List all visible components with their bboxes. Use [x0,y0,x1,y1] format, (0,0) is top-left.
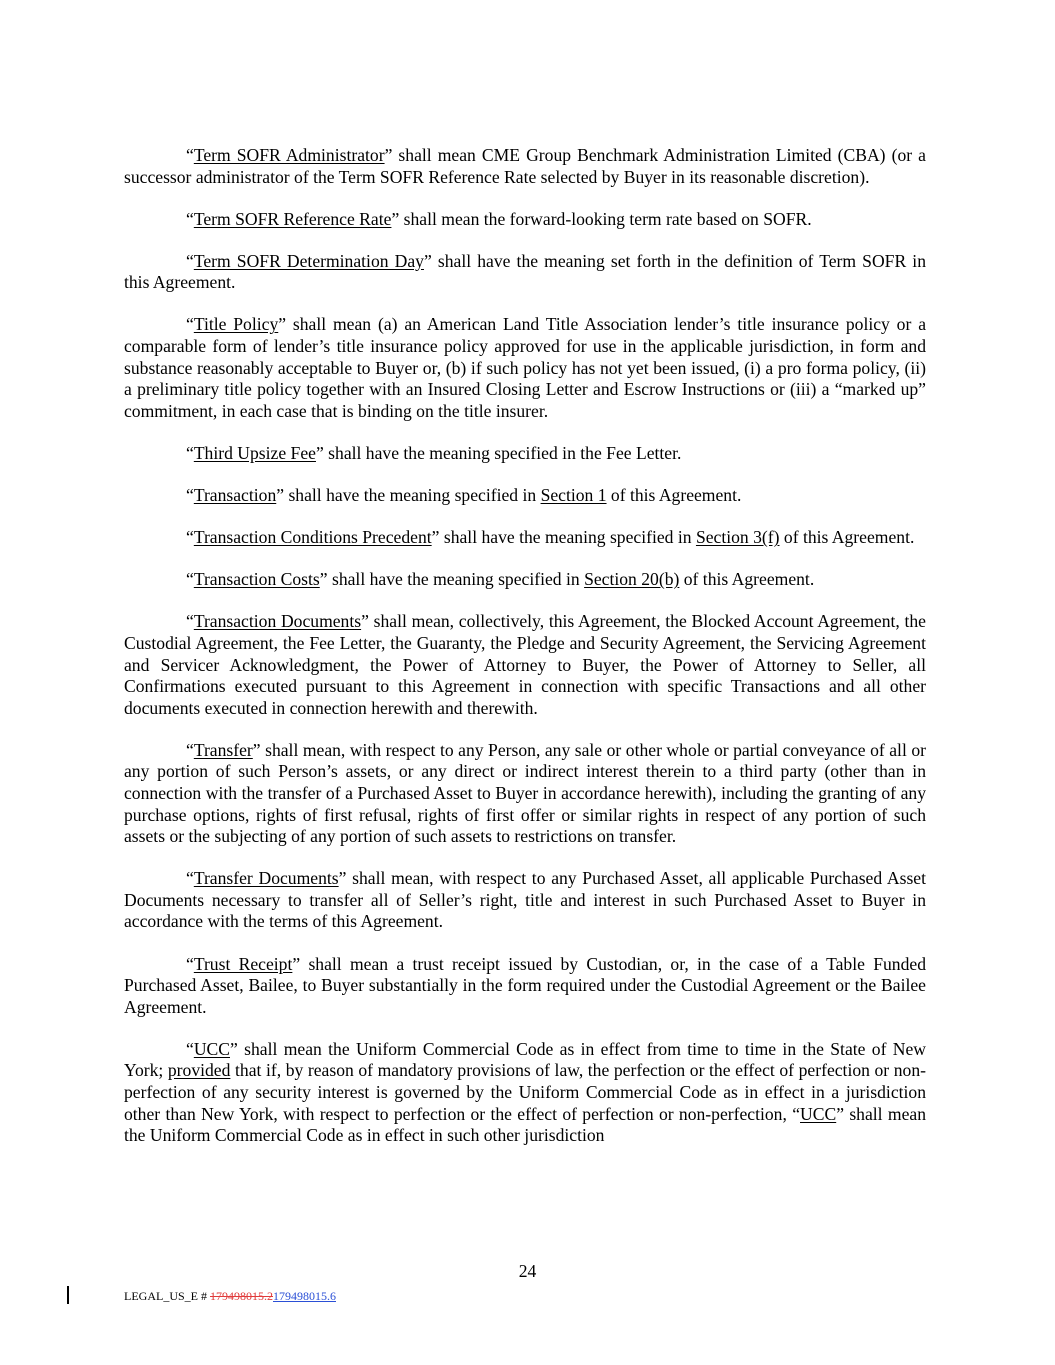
definition-text: ” shall mean the forward-looking term rate based on SOFR. [391,208,812,229]
document-body [124,145,926,1167]
definition-text: ” shall have the meaning specified in [276,485,541,506]
definition-transfer [124,740,926,848]
page-number: 24 [518,1261,537,1281]
definition-text: “ [186,953,194,974]
definition-text: “ [186,1038,194,1059]
definition-term-sofr-administrator [124,145,926,188]
definition-text: ” shall mean, with respect to any Person, any sale or other whole or partial conveyance of all or any portion of such Person’s assets, or any direct or indirect interest therein to a third party (other than in connection with the transfer of a Purchased Asset to Buyer in accordance herewith), including the granting of any purchase options, rights of first refusal, rights of first offer or similar rights in respect of any portion of such assets or the subjecting of any portion of such assets to restrictions on transfer. [124,739,926,847]
definition-transaction [124,485,926,507]
definition-trust-receipt [124,954,926,1019]
definition-text: “ [186,611,194,632]
definition-text: “ [186,314,194,335]
definition-text: of this Agreement. [679,569,815,590]
definition-text: that if, by reason of mandatory provisions of law, the perfection or the effect of perfection or non-perfection of any security interest is governed by the Uniform Commercial Code as in effect in a jurisdiction other than New York, with respect to perfection or the effect of perfection or non-perfection, “ [124,1060,926,1124]
defined-term: UCC [193,1038,230,1059]
defined-term: Title Policy [193,314,279,335]
definition-text: “ [186,569,194,590]
definition-text: “ [186,145,194,165]
defined-term: Term SOFR Reference Rate [193,208,392,229]
definition-text: ” shall mean the Uniform Commercial Code as in effect from time to time in the State of New York; [124,1038,926,1081]
definition-text: “ [186,527,194,548]
footer-doc-id [124,1289,336,1304]
definition-transaction-costs [124,569,926,591]
defined-term: Transfer [193,739,253,760]
definition-text: ” shall have the meaning specified in the Fee Letter. [315,442,682,463]
definition-text: ” shall mean, with respect to any Purchased Asset, all applicable Purchased Asset Documents necessary to transfer all of Seller’s right, title and interest in such Purchased Asset to Buyer in accordance with the terms of this Agreement. [124,868,926,932]
defined-term: Section 3(f) [695,527,780,548]
defined-term: Transfer Documents [193,868,339,889]
defined-term: Third Upsize Fee [193,442,316,463]
definition-text: ” shall mean, collectively, this Agreement, the Blocked Account Agreement, the Custodial Agreement, the Fee Letter, the Guaranty, the Pledge and Security Agreement, the Servicing Agreement and Servicer Acknowledgment, the Power of Attorney to Buyer, the Power of Attorney to Seller, all Confirmations executed pursuant to this Agreement in connection with specific Transactions and all other documents executed in connection herewith and therewith. [124,611,926,718]
definition-text: ” shall mean CME Group Benchmark Administration Limited (CBA) (or a successor administrator of the Term SOFR Reference Rate selected by Buyer in its reasonable discretion). [124,145,926,187]
footer-prefix: LEGAL_US_E # [124,1289,210,1303]
defined-term: Term SOFR Administrator [193,145,385,165]
defined-term: Section 1 [540,485,607,506]
defined-term: Transaction Costs [193,569,320,590]
definition-text: “ [186,485,194,506]
definition-ucc [124,1039,926,1147]
definition-term-sofr-reference-rate [124,209,926,231]
definition-text: ” shall have the meaning specified in [431,527,696,548]
definition-title-policy [124,314,926,422]
definition-text: ” shall mean (a) an American Land Title Association lender’s title insurance policy or a comparable form of lender’s title insurance policy approved for use in the applicable jurisdiction, in form and substance reasonably acceptable to Buyer or, (b) if such policy has not yet been issued, (i) a pro forma policy, (ii) a preliminary title policy together with an Insured Closing Letter and Escrow Instructions or (iii) a “marked up” commitment, in each case that is binding on the title insurer. [124,314,926,421]
footer-inserted-version: 179498015.6 [273,1289,336,1303]
defined-term: Section 20(b) [584,569,680,590]
definition-third-upsize-fee [124,443,926,465]
definition-term-sofr-determination-day [124,251,926,294]
definition-text: “ [186,868,194,889]
definition-text: ” shall mean the Uniform Commercial Code as in effect in such other jurisdiction [124,1103,926,1146]
definition-text: “ [186,739,194,760]
defined-term: provided [167,1060,231,1081]
defined-term: Transaction Documents [193,611,362,632]
definition-transaction-documents [124,611,926,719]
defined-term: Transaction Conditions Precedent [193,527,432,548]
defined-term: UCC [800,1103,837,1124]
definition-text: ” shall have the meaning specified in [319,569,585,590]
definition-text: “ [186,208,194,229]
definition-transfer-documents [124,868,926,933]
defined-term: Transaction [193,485,277,506]
defined-term: Trust Receipt [193,953,293,974]
definition-text: “ [186,250,194,271]
definition-text: of this Agreement. [779,527,915,548]
definition-text: “ [186,442,194,463]
change-bar [67,1286,69,1304]
footer-deleted-version: 179498015.2 [210,1289,273,1303]
definition-text: of this Agreement. [606,485,742,506]
definition-transaction-conditions-precedent [124,527,926,549]
definition-text: ” shall mean a trust receipt issued by Custodian, or, in the case of a Table Funded Purchased Asset, Bailee, to Buyer substantially in the form required under the Custodial Agreement or the Bailee Agreement. [124,953,926,1017]
definition-text: ” shall have the meaning set forth in the definition of Term SOFR in this Agreement. [124,250,926,293]
defined-term: Term SOFR Determination Day [193,250,424,271]
